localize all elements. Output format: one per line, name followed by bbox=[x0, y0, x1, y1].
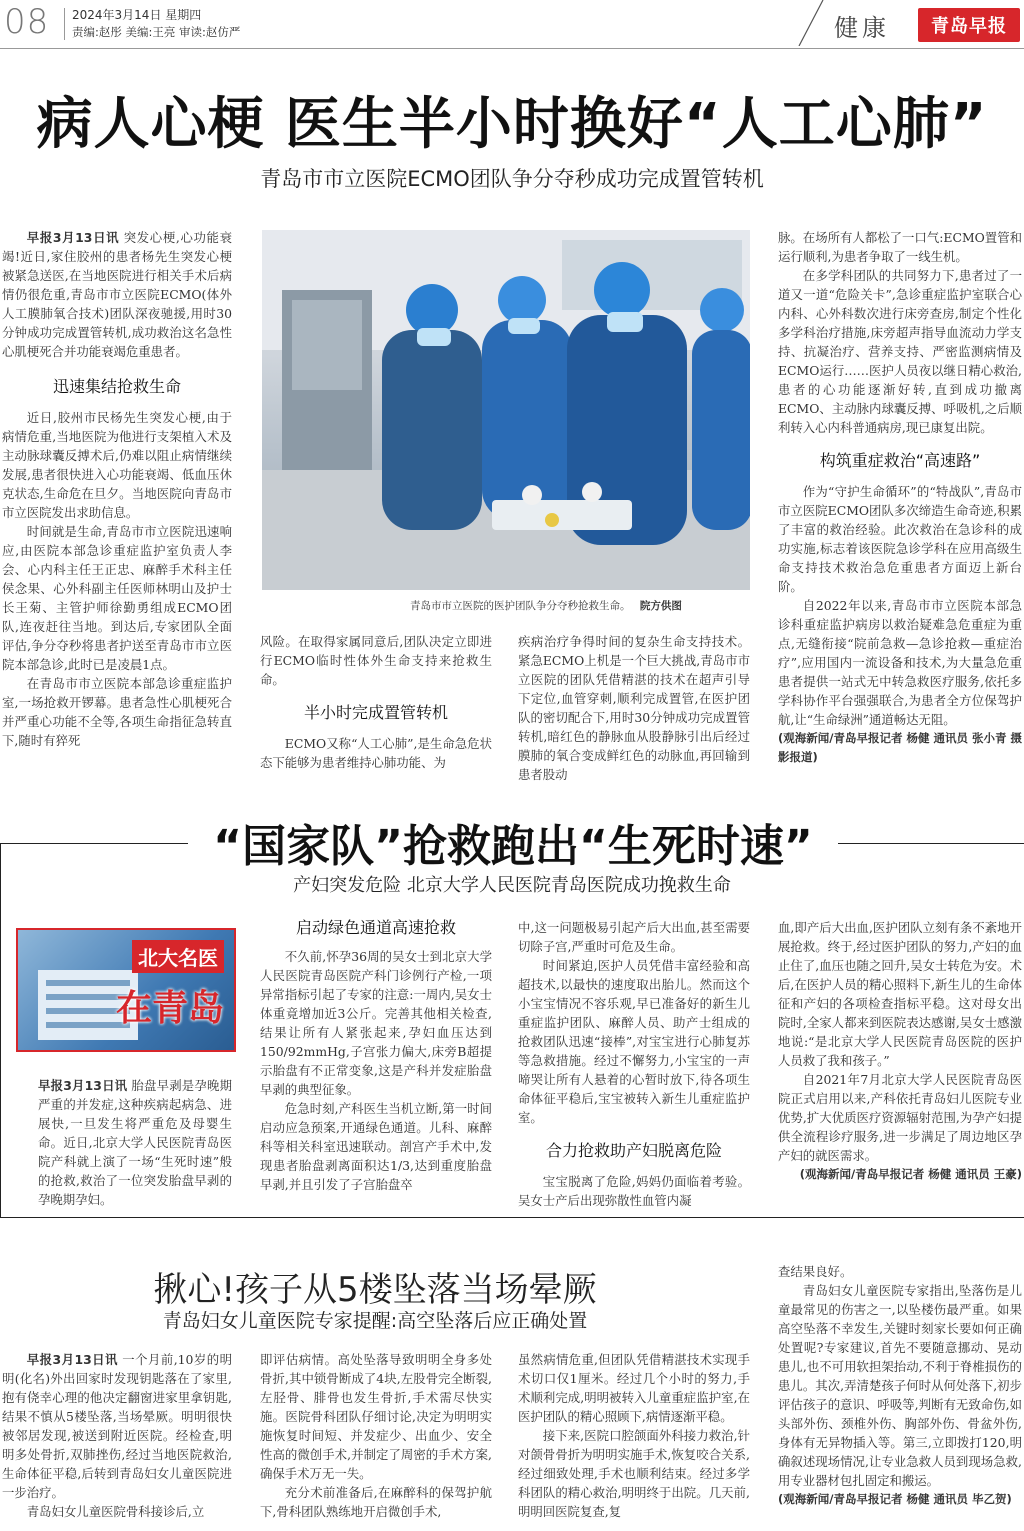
story1-paragraph: 自2022年以来,青岛市市立医院本部急诊科重症监护病房以救治疑难急危重症为重点,无缝衔接“院前急救—急诊抢救—重症治疗”,应用国内一流设备和技术,为大量急危重患者提供一站式无中转急救医疗服务,依托多学科协作平台强强联合,为患者全方位保驾护航,让“生命绿洲”通道畅达无阻。 bbox=[778, 598, 1022, 727]
story1-column-3 bbox=[518, 632, 750, 784]
story2-paragraph: 不久前,怀孕36周的吴女士到北京大学人民医院青岛医院产科门诊例行产检,一项异常指标引起了专家的注意:一周内,吴女士体重竟增加近3公斤。完善其他相关检查,结果让所有人紧张起来,孕妇血压达到150/92mmHg,子宫张力偏大,床旁B超提示胎盘有不正常变象,这是产科并发症胎盘早剥的典型征象。 bbox=[260, 949, 492, 1097]
story2-paragraph: 宝宝脱离了危险,妈妈仍面临着考验。吴女士产后出现弥散性血管内凝 bbox=[518, 1174, 750, 1208]
story2-paragraph: 中,这一问题极易引起产后大出血,甚至需要切除子宫,严重时可危及生命。 bbox=[518, 920, 750, 954]
story3-paragraph: 充分术前准备后,在麻醉科的保驾护航下,骨科团队熟练地开启微创手术, bbox=[260, 1485, 492, 1519]
story1-paragraph: 在多学科团队的共同努力下,患者过了一道又一道“危险关卡”,急诊重症监护室联合心内科、心外科数次进行床旁查房,制定个性化多学科治疗措施,床旁超声指导血流动力学支持、抗凝治疗、营养支持、严密监测病情及ECMO运行……医护人员夜以继日精心救治,患者的心功能逐渐好转,直到成功撤离ECMO、主动脉内球囊反搏、呼吸机,之后顺利转入心内科普通病房,现已康复出院。 bbox=[778, 268, 1022, 435]
story3-lead: 一个月前,10岁的明明(化名)外出回家时发现钥匙落在了家里,抱有侥幸心理的他决定翻窗进家里拿钥匙,结果不慎从5楼坠落,当场晕厥。明明很快被邻居发现,被送到附近医院。经检查,明明多处骨折,双肺挫伤,经过当地医院救治,生命体征平稳,后转到青岛妇女儿童医院进一步治疗。 bbox=[2, 1352, 232, 1500]
story2-frame-left bbox=[0, 843, 1, 1218]
story3-paragraph: 接下来,医院口腔颌面外科接力救治,针对颌骨骨折为明明实施手术,恢复咬合关系,经过细致处理,手术也顺利结束。经过多学科团队的精心救治,明明终于出院。几天前,明明回医院复查,复 bbox=[518, 1428, 750, 1519]
badge-line-1: 北大名医 bbox=[132, 940, 224, 973]
story1-paragraph: 风险。在取得家属同意后,团队决定立即进行ECMO临时性体外生命支持来抢救生命。 bbox=[260, 634, 492, 687]
story3-column-2 bbox=[260, 1350, 492, 1521]
story2-lead: 胎盘早剥是孕晚期严重的并发症,这种疾病起病急、进展快,一旦发生将严重危及母婴生命。近日,北京大学人民医院青岛医院产科就上演了一场“生死时速”般的抢救,救治了一位突发胎盘早剥的孕晚期孕妇。 bbox=[38, 1078, 232, 1207]
story1-paragraph: ECMO又称“人工心肺”,是生命急危状态下能够为患者维持心肺功能、为 bbox=[260, 736, 492, 770]
story2-paragraph: 危急时刻,产科医生当机立断,第一时间启动应急预案,开通绿色通道。儿科、麻醉科等相关科室迅速联动。剖宫产手术中,发现患者胎盘剥离面积达1/3,达到重度胎盘早剥,并且引发了子宫胎盘卒 bbox=[260, 1101, 492, 1192]
story2-subheading-2: 合力抢救助产妇脱离危险 bbox=[545, 1141, 722, 1160]
story2-paragraph: 时间紧迫,医护人员凭借丰富经验和高超技术,以最快的速度取出胎儿。然而这个小宝宝情况不容乐观,早已准备好的新生儿重症监护团队、麻醉人员、助产士组成的抢救团队迅速“接棒”,对宝宝进行心肺复苏等急救措施。经过不懈努力,小宝宝的一声啼哭让所有人悬着的心暂时放下,待各项生命体征平稳后,宝宝被转入新生儿重症监护室。 bbox=[518, 958, 750, 1125]
photo-credit: 院方供图 bbox=[639, 600, 682, 612]
story1-paragraph: 脉。在场所有人都松了一口气:ECMO置管和运行顺利,为患者争取了一线生机。 bbox=[778, 230, 1022, 264]
story1-column-4 bbox=[778, 228, 1022, 767]
story1-subhead: 青岛市市立医院ECMO团队争分夺秒成功完成置管转机 bbox=[260, 167, 764, 191]
page-number: 08 bbox=[4, 2, 50, 42]
story1-lead-tag: 早报3月13日讯 bbox=[26, 230, 120, 245]
photo-caption-text: 青岛市市立医院的医护团队争分夺秒抢救生命。 bbox=[410, 600, 631, 612]
story3-headline: 揪心!孩子从5楼坠落当场晕厥 bbox=[153, 1270, 597, 1310]
issue-date: 2024年3月14日 星期四 bbox=[72, 8, 202, 22]
story3-column-4 bbox=[778, 1262, 1022, 1509]
story3-paragraph: 青岛妇女儿童医院骨科接诊后,立 bbox=[26, 1504, 205, 1519]
editor-credits: 责编:赵彤 美编:王亮 审读:赵仿严 bbox=[72, 25, 241, 39]
story1-subheading-2: 半小时完成置管转机 bbox=[303, 703, 448, 722]
story2-frame-top-right bbox=[838, 843, 1024, 844]
header-slash bbox=[795, 0, 825, 46]
story3-column-3 bbox=[518, 1350, 750, 1521]
story3-paragraph: 即评估病情。高处坠落导致明明全身多处骨折,其中锁骨断成了4块,左股骨完全断裂,左胫骨、腓骨也发生骨折,手术需尽快实施。医院骨科团队仔细讨论,决定为明明实施恢复时间短、并发症少、出血少、安全性高的微创手术,并制定了周密的手术方案,确保手术万无一失。 bbox=[260, 1352, 492, 1481]
story3-byline: (观海新闻/青岛早报记者 杨健 通讯员 毕乙贺) bbox=[778, 1492, 1012, 1506]
brand-logo-text: 青岛早报 bbox=[931, 16, 1007, 37]
story1-subheading-1: 迅速集结抢救生命 bbox=[52, 377, 181, 396]
story2-frame-top bbox=[0, 843, 188, 844]
story2-lead-tag: 早报3月13日讯 bbox=[38, 1078, 128, 1093]
story2-paragraph: 血,即产后大出血,医护团队立刻有条不紊地开展抢救。终于,经过医护团队的努力,产妇的血止住了,血压也随之回升,吴女士转危为安。术后,在医护人员的精心照料下,新生儿的生命体征和产妇的各项检查指标平稳。这对母女出院时,全家人都来到医院表达感谢,吴女士感激地说:“是北京大学人民医院青岛医院的医护人员救了我和孩子。” bbox=[778, 920, 1022, 1068]
story3-column-1 bbox=[2, 1350, 232, 1521]
story2-column-4 bbox=[778, 918, 1022, 1184]
story1-paragraph: 时间就是生命,青岛市市立医院迅速响应,由医院本部急诊重症监护室负责人李会、心内科主任王正忠、麻醉手术科主任侯念果、心外科副主任医师林明山及护士长王菊、主管护师徐勤勇组成ECMO团队,连夜赶往当地。到达后,专家团队全面评估,争分夺秒将患者护送至青岛市市立医院本部急诊,此时已是凌晨1点。 bbox=[2, 524, 232, 672]
story1-paragraph: 疾病治疗争得时间的复杂生命支持技术。紧急ECMO上机是一个巨大挑战,青岛市市立医院的团队凭借精湛的技术在超声引导下定位,血管穿刺,顺利完成置管,在医护团队的密切配合下,用时30分钟成功完成置管转机,暗红色的静脉血从股静脉引出后经过膜肺的氧合变成鲜红色的动脉血,再回输到患者股动 bbox=[518, 634, 750, 782]
story2-badge bbox=[16, 928, 236, 1052]
story3-subhead: 青岛妇女儿童医院专家提醒:高空坠落后应正确处置 bbox=[162, 1310, 588, 1332]
story1-subheading-3: 构筑重症救治“高速路” bbox=[819, 451, 981, 470]
story3-lead-tag: 早报3月13日讯 bbox=[26, 1352, 118, 1367]
story2-byline: (观海新闻/青岛早报记者 杨健 通讯员 王豪) bbox=[799, 1167, 1022, 1181]
story2-frame-bottom bbox=[0, 1217, 1024, 1218]
section-name: 健康 bbox=[834, 14, 890, 42]
story3-paragraph: 青岛妇女儿童医院专家指出,坠落伤是儿童最常见的伤害之一,以坠楼伤最严重。如果高空坠落不幸发生,关键时刻家长要如何正确处置呢?专家建议,首先不要随意挪动、晃动患儿,也不可用软担架抬动,不利于脊椎损伤的患儿。其次,弄清楚孩子何时从何处落下,初步评估孩子的意识、呼吸等,判断有无致命伤,如头部外伤、颈椎外伤、胸部外伤、骨盆外伤,身体有无异物插入等。第三,立即拨打120,明确叙述现场情况,让专业急救人员到现场急救,用专业器材包扎固定和搬运。 bbox=[778, 1283, 1022, 1488]
story1-lead: 突发心梗,心功能衰竭!近日,家住胶州的患者杨先生突发心梗被紧急送医,在当地医院进行相关手术后病情仍很危重,青岛市市立医院ECMO(体外人工膜肺氧合技术)团队深夜驰援,用时30分钟成功完成置管转机,成功救治这名急性心肌梗死合并功能衰竭危重患者。 bbox=[2, 230, 232, 359]
story2-column-3 bbox=[518, 918, 750, 1210]
badge-line-2: 在青岛 bbox=[115, 987, 224, 1029]
story1-column-2 bbox=[260, 632, 492, 772]
story2-subheading-1: 启动绿色通道高速抢救 bbox=[295, 918, 456, 937]
story1-photo bbox=[262, 230, 750, 590]
brand-logo bbox=[918, 8, 1020, 42]
story1-paragraph: 在青岛市市立医院本部急诊重症监护室,一场抢救开锣幕。患者急性心肌梗死合并严重心功能不全等,各项生命指征急转直下,随时有猝死 bbox=[2, 676, 232, 748]
story2-column-2 bbox=[260, 918, 492, 1194]
story1-paragraph: 近日,胶州市民杨先生突发心梗,由于病情危重,当地医院为他进行支架植入术及主动脉球囊反搏术后,仍难以阻止病情继续发展,患者很快进入心功能衰竭、低血压休克状态,生命危在旦夕。当地医院向青岛市市立医院发出求助信息。 bbox=[2, 410, 232, 520]
story1-column-1 bbox=[2, 228, 232, 750]
story2-headline: “国家队”抢救跑出“生死时速” bbox=[213, 821, 813, 872]
story1-paragraph: 作为“守护生命循环”的“特战队”,青岛市市立医院ECMO团队多次缔造生命奇迹,积累了丰富的救治经验。此次救治在急诊科的成功实施,标志着该医院急诊学科在应用高级生命支持技术救治急危重患者方面迈上新台阶。 bbox=[778, 484, 1022, 594]
story2-column-1 bbox=[38, 1076, 232, 1209]
story1-byline: (观海新闻/青岛早报记者 杨健 通讯员 张小青 摄影报道) bbox=[778, 731, 1022, 764]
story1-photo-caption bbox=[410, 598, 682, 613]
story2-paragraph: 自2021年7月北京大学人民医院青岛医院正式启用以来,产科依托青岛妇儿医院专业优势,扩大优质医疗资源辐射范围,为孕产妇提供全流程诊疗服务,进一步满足了周边地区孕产妇的就医需求。 bbox=[778, 1072, 1022, 1163]
story3-paragraph: 虽然病情危重,但团队凭借精湛技术实现手术切口仅1厘米。经过几个小时的努力,手术顺利完成,明明被转入儿童重症监护室,在医护团队的精心照顾下,病情逐渐平稳。 bbox=[518, 1352, 750, 1424]
story2-subhead: 产妇突发危险 北京大学人民医院青岛医院成功挽救生命 bbox=[293, 875, 731, 896]
story1-headline: 病人心梗 医生半小时换好“人工心肺” bbox=[36, 92, 988, 157]
story3-paragraph: 查结果良好。 bbox=[778, 1264, 853, 1279]
